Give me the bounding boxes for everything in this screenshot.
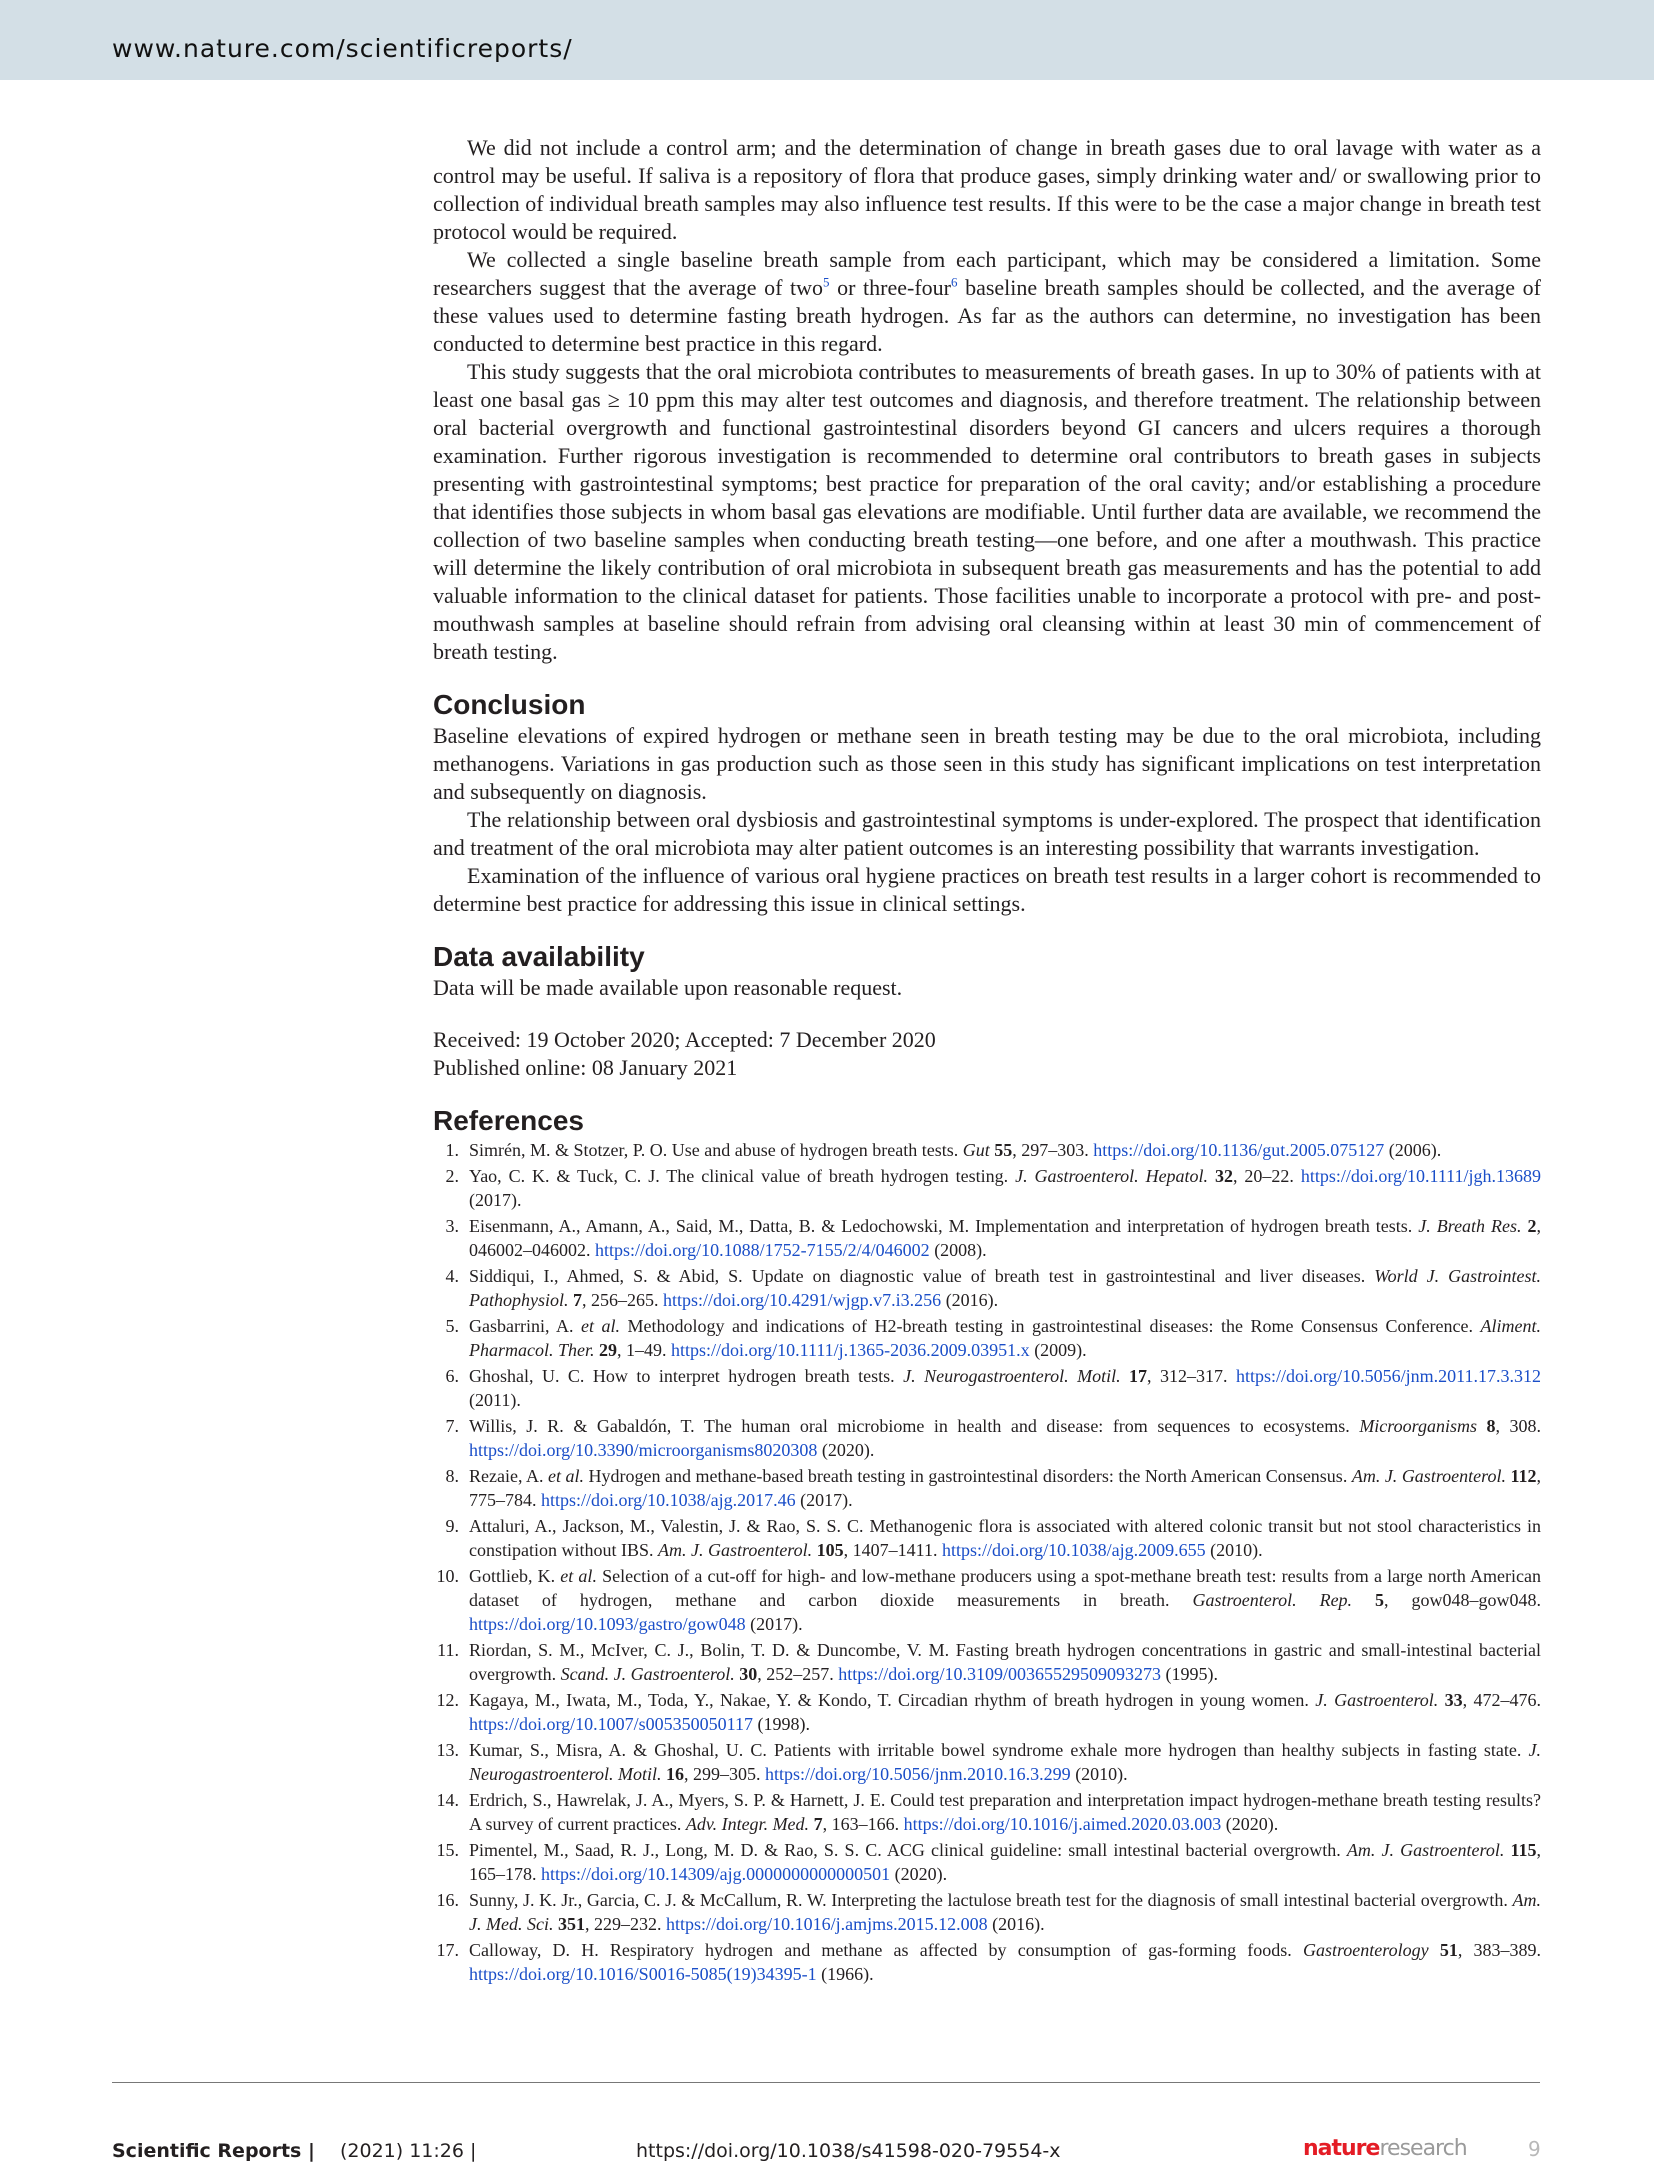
citation-superscript[interactable]: 5 xyxy=(823,274,830,290)
reference-item xyxy=(433,1314,1541,1362)
reference-doi-link[interactable]: https://doi.org/10.14309/ajg.0000000000000501 xyxy=(541,1864,891,1884)
reference-number: 7. xyxy=(445,1416,459,1436)
reference-year: (2020). xyxy=(817,1440,875,1460)
reference-journal: Aliment. Pharmacol. Ther. xyxy=(469,1316,1541,1360)
reference-journal: J. Gastroenterol. xyxy=(1315,1690,1439,1710)
reference-year: (2017). xyxy=(469,1190,522,1210)
footer-journal: Scientific Reports | xyxy=(112,2140,315,2162)
received-date: Received: 19 October 2020; Accepted: 7 December 2020 xyxy=(433,1027,936,1052)
reference-doi-link[interactable]: https://doi.org/10.1016/S0016-5085(19)34395-1 xyxy=(469,1964,817,1984)
reference-year: (2009). xyxy=(1029,1340,1087,1360)
reference-doi-link[interactable]: https://doi.org/10.1038/ajg.2009.655 xyxy=(942,1540,1206,1560)
reference-item xyxy=(433,1838,1541,1886)
data-availability-heading: Data availability xyxy=(433,941,645,972)
reference-item xyxy=(433,1464,1541,1512)
nature-research-logo[interactable] xyxy=(1303,2136,1467,2161)
reference-number: 10. xyxy=(436,1566,459,1586)
reference-item xyxy=(433,1264,1541,1312)
reference-journal: Am. J. Gastroenterol. xyxy=(1346,1840,1505,1860)
reference-pages: , 297–303. xyxy=(1012,1140,1094,1160)
reference-year: (2011). xyxy=(469,1390,521,1410)
reference-year: (1998). xyxy=(753,1714,811,1734)
reference-pages: , 163–166. xyxy=(822,1814,904,1834)
reference-doi-link[interactable]: https://doi.org/10.1136/gut.2005.075127 xyxy=(1093,1140,1385,1160)
logo-text-research: research xyxy=(1379,2136,1467,2161)
reference-pages: , 1407–1411. xyxy=(843,1540,942,1560)
reference-journal: Am. J. Med. Sci. xyxy=(469,1890,1541,1934)
footer-doi[interactable]: https://doi.org/10.1038/s41598-020-79554-x xyxy=(636,2140,1061,2162)
reference-journal: Scand. J. Gastroenterol. xyxy=(560,1664,735,1684)
reference-list xyxy=(433,1138,1541,1986)
reference-volume: 55 xyxy=(989,1140,1013,1160)
reference-number: 12. xyxy=(436,1690,459,1710)
reference-year: (2017). xyxy=(795,1490,853,1510)
reference-journal: J. Breath Res. xyxy=(1418,1216,1522,1236)
reference-item xyxy=(433,1514,1541,1562)
reference-authors-title: Willis, J. R. & Gabaldón, T. The human oral microbiome in health and disease: from sequences to ecosystems. xyxy=(469,1416,1360,1436)
reference-doi-link[interactable]: https://doi.org/10.3109/00365529509093273 xyxy=(838,1664,1161,1684)
reference-doi-link[interactable]: https://doi.org/10.1111/jgh.13689 xyxy=(1300,1166,1542,1186)
reference-authors-title: Yao, C. K. & Tuck, C. J. The clinical value of breath hydrogen testing. xyxy=(469,1166,1016,1186)
reference-number: 14. xyxy=(436,1790,459,1810)
reference-pages: , 229–232. xyxy=(584,1914,666,1934)
reference-pages: , gow048–gow048. xyxy=(1384,1590,1541,1610)
reference-volume: 32 xyxy=(1208,1166,1233,1186)
reference-number: 9. xyxy=(445,1516,459,1536)
reference-year: (2016). xyxy=(941,1290,999,1310)
conclusion-paragraph: Baseline elevations of expired hydrogen or methane seen in breath testing may be due to the oral microbiota, including methanogens. Variations in gas production such as those seen in this study has significant implications on test interpretation and subsequently on diagnosis. xyxy=(433,723,1541,804)
reference-journal: Gut xyxy=(962,1140,990,1160)
reference-item xyxy=(433,1738,1541,1786)
data-availability-text: Data will be made available upon reasonable request. xyxy=(433,975,903,1000)
reference-authors-title: Kagaya, M., Iwata, M., Toda, Y., Nakae, Y. & Kondo, T. Circadian rhythm of breath hydrogen in young women. xyxy=(469,1690,1316,1710)
reference-authors-title: Calloway, D. H. Respiratory hydrogen and methane as affected by consumption of gas-forming foods. xyxy=(469,1940,1303,1960)
reference-journal: J. Gastroenterol. Hepatol. xyxy=(1015,1166,1209,1186)
footer-divider xyxy=(112,2082,1540,2083)
page-number: 9 xyxy=(1528,2137,1541,2161)
reference-volume: 115 xyxy=(1504,1840,1537,1860)
reference-volume: 2 xyxy=(1521,1216,1537,1236)
reference-item xyxy=(433,1564,1541,1636)
reference-year: (1995). xyxy=(1160,1664,1218,1684)
reference-pages: , 1–49. xyxy=(617,1340,671,1360)
reference-journal: Gastroenterol. Rep. xyxy=(1192,1590,1353,1610)
reference-year: (2017). xyxy=(745,1614,803,1634)
reference-journal: Am. J. Gastroenterol. xyxy=(1351,1466,1506,1486)
reference-item xyxy=(433,1888,1541,1936)
reference-authors-title: Ghoshal, U. C. How to interpret hydrogen breath tests. xyxy=(469,1366,904,1386)
reference-doi-link[interactable]: https://doi.org/10.1016/j.amjms.2015.12.008 xyxy=(665,1914,988,1934)
reference-item xyxy=(433,1638,1541,1686)
reference-number: 11. xyxy=(437,1640,459,1660)
reference-year: (2020). xyxy=(1221,1814,1279,1834)
reference-pages: , 299–305. xyxy=(684,1764,765,1784)
reference-doi-link[interactable]: https://doi.org/10.1038/ajg.2017.46 xyxy=(541,1490,796,1510)
logo-text-nature: nature xyxy=(1303,2136,1380,2161)
reference-etal: et al. xyxy=(581,1316,621,1336)
reference-journal: World J. Gastrointest. Pathophysiol. xyxy=(469,1266,1541,1310)
reference-journal: Gastroenterology xyxy=(1302,1940,1429,1960)
reference-item xyxy=(433,1214,1541,1262)
reference-number: 13. xyxy=(436,1740,459,1760)
reference-authors-title: Pimentel, M., Saad, R. J., Long, M. D. & Rao, S. S. C. ACG clinical guideline: small intestinal bacterial overgrowth. xyxy=(469,1840,1347,1860)
reference-year: (2010). xyxy=(1205,1540,1263,1560)
references-heading: References xyxy=(433,1105,584,1136)
reference-authors-title: Gasbarrini, A. xyxy=(469,1316,581,1336)
published-date: Published online: 08 January 2021 xyxy=(433,1055,738,1080)
reference-etal: et al. xyxy=(560,1566,597,1586)
reference-item xyxy=(433,1414,1541,1462)
reference-pages: , 775–784. xyxy=(469,1466,1541,1510)
reference-doi-link[interactable]: https://doi.org/10.3390/microorganisms8020308 xyxy=(469,1440,818,1460)
reference-doi-link[interactable]: https://doi.org/10.1111/j.1365-2036.2009.03951.x xyxy=(671,1340,1030,1360)
reference-item xyxy=(433,1164,1541,1212)
reference-number: 8. xyxy=(445,1466,459,1486)
reference-authors-title: Erdrich, S., Hawrelak, J. A., Myers, S. P. & Harnett, J. E. Could test preparation and interpretation impact hydrogen-methane breath testing results? A survey of current practices. xyxy=(469,1790,1541,1834)
header-bar xyxy=(0,0,1654,80)
reference-authors-title: Simrén, M. & Stotzer, P. O. Use and abuse of hydrogen breath tests. xyxy=(469,1140,963,1160)
reference-pages: , 308. xyxy=(1495,1416,1542,1436)
conclusion-paragraph: The relationship between oral dysbiosis and gastrointestinal symptoms is under-explored. The prospect that identification and treatment of the oral microbiota may alter patient outcomes is an interesting possibility that warrants investigation. xyxy=(433,807,1541,860)
reference-pages: , 256–265. xyxy=(582,1290,663,1310)
reference-number: 15. xyxy=(436,1840,459,1860)
reference-pages: , 165–178. xyxy=(469,1840,1541,1884)
reference-year: (1966). xyxy=(816,1964,874,1984)
reference-authors-title: Eisenmann, A., Amann, A., Said, M., Datta, B. & Ledochowski, M. Implementation and interpretation of hydrogen breath tests. xyxy=(469,1216,1419,1236)
reference-journal: Microorganisms xyxy=(1359,1416,1477,1436)
conclusion-heading: Conclusion xyxy=(433,689,586,720)
reference-year: (2010). xyxy=(1070,1764,1128,1784)
reference-number: 6. xyxy=(445,1366,459,1386)
text-run: We collected a single baseline breath sample from each participant, which may be considered a limitation. Some researchers suggest that the average of two xyxy=(433,247,1541,300)
reference-volume: 17 xyxy=(1120,1366,1148,1386)
reference-authors-title: Attaluri, A., Jackson, M., Valestin, J. & Rao, S. S. C. Methanogenic flora is associated with altered colonic transit but not stool characteristics in constipation without IBS. xyxy=(469,1516,1541,1560)
reference-authors-title: Rezaie, A. xyxy=(469,1466,548,1486)
reference-volume: 7 xyxy=(568,1290,582,1310)
reference-doi-link[interactable]: https://doi.org/10.1093/gastro/gow048 xyxy=(469,1614,746,1634)
reference-item xyxy=(433,1138,1541,1162)
reference-volume: 5 xyxy=(1352,1590,1385,1610)
reference-journal: J. Neurogastroenterol. Motil. xyxy=(469,1740,1541,1784)
reference-doi-link[interactable]: https://doi.org/10.5056/jnm.2011.17.3.312 xyxy=(1235,1366,1541,1386)
reference-item xyxy=(433,1364,1541,1412)
reference-doi-link[interactable]: https://doi.org/10.4291/wjgp.v7.i3.256 xyxy=(663,1290,942,1310)
reference-title: Methodology and indications of H2-breath testing in gastrointestinal diseases: the Rome Consensus Conference. xyxy=(620,1316,1481,1336)
reference-volume: 33 xyxy=(1438,1690,1463,1710)
footer-volume: (2021) 11:26 | xyxy=(340,2140,477,2162)
reference-pages: , 252–257. xyxy=(757,1664,839,1684)
reference-title: Hydrogen and methane-based breath testing in gastrointestinal disorders: the North American Consensus. xyxy=(583,1466,1352,1486)
reference-pages: , 383–389. xyxy=(1457,1940,1542,1960)
reference-volume: 8 xyxy=(1476,1416,1496,1436)
reference-doi-link[interactable]: https://doi.org/10.5056/jnm.2010.16.3.299 xyxy=(765,1764,1071,1784)
reference-journal: J. Neurogastroenterol. Motil. xyxy=(903,1366,1121,1386)
article-body xyxy=(433,134,1541,1988)
reference-authors-title: Kumar, S., Misra, A. & Ghoshal, U. C. Patients with irritable bowel syndrome exhale more hydrogen than healthy subjects in fasting state. xyxy=(469,1740,1529,1760)
text-run: baseline breath samples should be collected, and the average of these values used to determine fasting breath hydrogen. As far as the authors can determine, no investigation has been conducted to determine best practice in this regard. xyxy=(433,275,1541,356)
reference-year: (2020). xyxy=(890,1864,948,1884)
footer xyxy=(112,2136,1541,2170)
reference-doi-link[interactable]: https://doi.org/10.1088/1752-7155/2/4/046002 xyxy=(595,1240,930,1260)
reference-pages: , 472–476. xyxy=(1462,1690,1542,1710)
reference-number: 1. xyxy=(445,1140,459,1160)
reference-pages: , 20–22. xyxy=(1232,1166,1301,1186)
reference-item xyxy=(433,1688,1541,1736)
reference-volume: 105 xyxy=(812,1540,844,1560)
reference-authors-title: Riordan, S. M., McIver, C. J., Bolin, T. D. & Duncombe, V. M. Fasting breath hydrogen concentrations in gastric and small-intestinal bacterial overgrowth. xyxy=(469,1640,1541,1684)
reference-volume: 51 xyxy=(1428,1940,1458,1960)
reference-doi-link[interactable]: https://doi.org/10.1007/s005350050117 xyxy=(469,1714,754,1734)
reference-journal: Adv. Integr. Med. xyxy=(685,1814,810,1834)
reference-volume: 112 xyxy=(1505,1466,1537,1486)
discussion-paragraph: We did not include a control arm; and the determination of change in breath gases due to oral lavage with water as a control may be useful. If saliva is a repository of flora that produce gases, simply drinking water and/ or swallowing prior to collection of individual breath samples may also influence test results. If this were to be the case a major change in breath test protocol would be required. xyxy=(433,135,1541,244)
reference-authors-title: Gottlieb, K. xyxy=(469,1566,561,1586)
header-url[interactable]: www.nature.com/scientificreports/ xyxy=(112,34,573,63)
reference-pages: , 046002–046002. xyxy=(469,1216,1541,1260)
reference-etal: et al. xyxy=(547,1466,584,1486)
conclusion-paragraph: Examination of the influence of various oral hygiene practices on breath test results in a larger cohort is recommended to determine best practice for addressing this issue in clinical settings. xyxy=(433,863,1541,916)
reference-item xyxy=(433,1938,1541,1986)
reference-volume: 16 xyxy=(661,1764,684,1784)
reference-authors-title: Sunny, J. K. Jr., Garcia, C. J. & McCallum, R. W. Interpreting the lactulose breath test for the diagnosis of small intestinal bacterial overgrowth. xyxy=(469,1890,1513,1910)
reference-number: 4. xyxy=(445,1266,459,1286)
reference-volume: 7 xyxy=(809,1814,823,1834)
reference-number: 16. xyxy=(436,1890,459,1910)
baseline-paragraph xyxy=(433,246,1541,358)
reference-title: Selection of a cut-off for high- and low-methane producers using a spot-methane breath test: results from a large north American dataset of hydrogen, methane and carbon dioxide measurements in breath. xyxy=(469,1566,1541,1610)
reference-year: (2006). xyxy=(1384,1140,1442,1160)
reference-volume: 351 xyxy=(553,1914,585,1934)
citation-superscript[interactable]: 6 xyxy=(950,274,958,290)
reference-volume: 30 xyxy=(734,1664,758,1684)
reference-year: (2008). xyxy=(929,1240,987,1260)
reference-journal: Am. J. Gastroenterol. xyxy=(658,1540,813,1560)
reference-item xyxy=(433,1788,1541,1836)
reference-number: 17. xyxy=(436,1940,459,1960)
discussion-paragraph: This study suggests that the oral microbiota contributes to measurements of breath gases. In up to 30% of patients with at least one basal gas ≥ 10 ppm this may alter test outcomes and diagnosis, and therefore treatment. The relationship between oral bacterial overgrowth and functional gastrointestinal disorders beyond GI cancers and ulcers requires a thorough examination. Further rigorous investigation is recommended to determine oral contributors to breath gases in subjects presenting with gastrointestinal symptoms; best practice for preparation of the oral cavity; and/or establishing a procedure that identifies those subjects in whom basal gas elevations are modifiable. Until further data are available, we recommend the collection of two baseline samples when conducting breath testing—one before, and one after a mouthwash. This practice will determine the likely contribution of oral microbiota in subsequent breath gas measurements and has the potential to add valuable information to the clinical dataset for patients. Those facilities unable to incorporate a protocol with pre- and post- mouthwash samples at baseline should refrain from advising oral cleansing within at least 30 min of commencement of breath testing. xyxy=(433,359,1541,664)
reference-number: 2. xyxy=(445,1166,459,1186)
reference-volume: 29 xyxy=(594,1340,617,1360)
reference-doi-link[interactable]: https://doi.org/10.1016/j.aimed.2020.03.003 xyxy=(903,1814,1222,1834)
reference-number: 5. xyxy=(445,1316,459,1336)
reference-authors-title: Siddiqui, I., Ahmed, S. & Abid, S. Update on diagnostic value of breath test in gastrointestinal and liver diseases. xyxy=(469,1266,1375,1286)
text-run: or three-four xyxy=(829,275,951,300)
reference-number: 3. xyxy=(445,1216,459,1236)
reference-pages: , 312–317. xyxy=(1147,1366,1236,1386)
reference-year: (2016). xyxy=(987,1914,1045,1934)
